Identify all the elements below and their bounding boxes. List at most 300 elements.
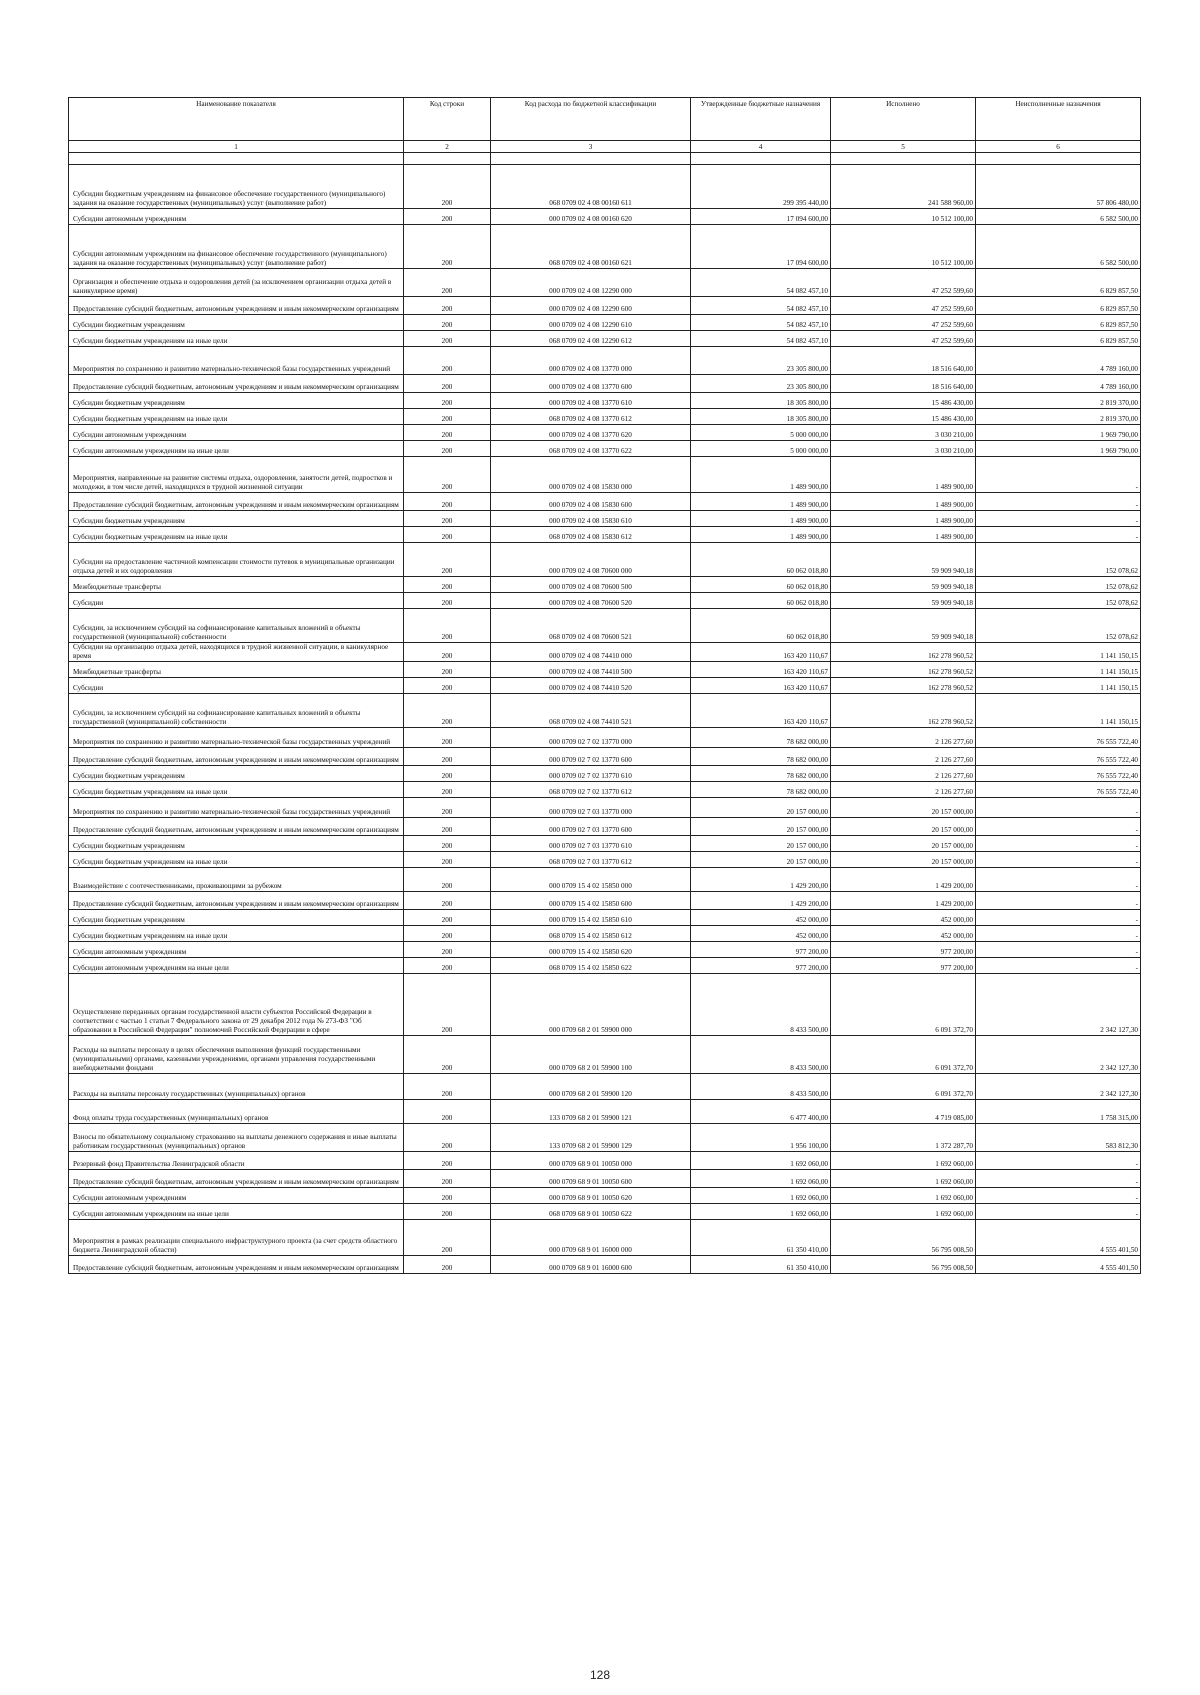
- table-row: [69, 1074, 1141, 1100]
- row-executed-amount: 6 091 372,70: [831, 974, 976, 1036]
- row-line-code: 200: [404, 1204, 491, 1220]
- row-name: Субсидии бюджетным учреждениям: [69, 836, 404, 852]
- table-row: [69, 1170, 1141, 1188]
- row-approved-amount: 452 000,00: [691, 926, 831, 942]
- row-unexecuted-amount: 2 342 127,30: [976, 1074, 1141, 1100]
- row-line-code: 200: [404, 910, 491, 926]
- row-budget-code: 000 0709 02 4 08 15830 610: [491, 511, 691, 527]
- row-name: Предоставление субсидий бюджетным, автономным учреждениям и иным некоммерческим организациям: [69, 892, 404, 910]
- row-budget-code: 000 0709 02 4 08 13770 610: [491, 393, 691, 409]
- row-unexecuted-amount: -: [976, 818, 1141, 836]
- row-line-code: 200: [404, 748, 491, 766]
- row-executed-amount: 2 126 277,60: [831, 782, 976, 798]
- row-line-code: 200: [404, 782, 491, 798]
- row-budget-code: 068 0709 02 4 08 13770 622: [491, 441, 691, 457]
- row-budget-code: 000 0709 02 4 08 13770 620: [491, 425, 691, 441]
- row-executed-amount: 59 909 940,18: [831, 577, 976, 593]
- row-budget-code: 068 0709 15 4 02 15850 612: [491, 926, 691, 942]
- row-approved-amount: 1 956 100,00: [691, 1124, 831, 1152]
- row-unexecuted-amount: 4 555 401,50: [976, 1220, 1141, 1256]
- column-number: 2: [404, 141, 491, 153]
- row-executed-amount: 2 126 277,60: [831, 766, 976, 782]
- row-budget-code: 000 0709 15 4 02 15850 000: [491, 868, 691, 892]
- row-executed-amount: 162 278 960,52: [831, 662, 976, 678]
- row-approved-amount: 8 433 500,00: [691, 974, 831, 1036]
- row-budget-code: 000 0709 02 4 08 13770 600: [491, 375, 691, 393]
- row-unexecuted-amount: -: [976, 892, 1141, 910]
- column-number: 6: [976, 141, 1141, 153]
- row-executed-amount: 18 516 640,00: [831, 347, 976, 375]
- row-budget-code: 000 0709 02 4 08 00160 620: [491, 209, 691, 225]
- row-budget-code: 000 0709 02 4 08 74410 500: [491, 662, 691, 678]
- row-line-code: 200: [404, 643, 491, 662]
- table-row: [69, 165, 1141, 209]
- table-row: [69, 974, 1141, 1036]
- row-executed-amount: 10 512 100,00: [831, 225, 976, 269]
- row-approved-amount: 78 682 000,00: [691, 728, 831, 748]
- row-line-code: 200: [404, 942, 491, 958]
- row-unexecuted-amount: -: [976, 511, 1141, 527]
- table-body: [69, 165, 1141, 1274]
- row-line-code: 200: [404, 1188, 491, 1204]
- row-unexecuted-amount: 6 829 857,50: [976, 297, 1141, 315]
- row-unexecuted-amount: 76 555 722,40: [976, 766, 1141, 782]
- row-name: Субсидии, за исключением субсидий на софинансирование капитальных вложений в объекты государственной (муниципальной) собственности: [69, 609, 404, 643]
- table-row: [69, 393, 1141, 409]
- table-row: [69, 593, 1141, 609]
- row-approved-amount: 78 682 000,00: [691, 766, 831, 782]
- row-executed-amount: 10 512 100,00: [831, 209, 976, 225]
- row-approved-amount: 60 062 018,80: [691, 543, 831, 577]
- row-budget-code: 000 0709 68 9 01 16000 000: [491, 1220, 691, 1256]
- table-row: [69, 1036, 1141, 1074]
- row-executed-amount: 162 278 960,52: [831, 694, 976, 728]
- row-budget-code: 000 0709 02 4 08 15830 600: [491, 493, 691, 511]
- row-line-code: 200: [404, 511, 491, 527]
- row-budget-code: 000 0709 02 7 03 13770 600: [491, 818, 691, 836]
- row-executed-amount: 3 030 210,00: [831, 425, 976, 441]
- row-unexecuted-amount: -: [976, 493, 1141, 511]
- row-name: Мероприятия в рамках реализации специального инфраструктурного проекта (за счет средств областного бюджета Ленинградской области): [69, 1220, 404, 1256]
- row-unexecuted-amount: 6 829 857,50: [976, 315, 1141, 331]
- table-row: [69, 375, 1141, 393]
- row-name: Осуществление переданных органам государственной власти субъектов Российской Федерации в соответствии с частью 1 статьи 7 Федерального закона от 29 декабря 2012 года № 273-ФЗ "Об образовании в Российской Федерации" полномочий Российской Федерации в сфере: [69, 974, 404, 1036]
- row-approved-amount: 163 420 110,67: [691, 694, 831, 728]
- row-unexecuted-amount: 1 141 150,15: [976, 678, 1141, 694]
- row-line-code: 200: [404, 798, 491, 818]
- row-approved-amount: 163 420 110,67: [691, 678, 831, 694]
- table-row: [69, 347, 1141, 375]
- row-name: Субсидии бюджетным учреждениям на иные цели: [69, 527, 404, 543]
- row-line-code: 200: [404, 728, 491, 748]
- row-line-code: 200: [404, 347, 491, 375]
- row-unexecuted-amount: 2 342 127,30: [976, 1036, 1141, 1074]
- row-approved-amount: 54 082 457,10: [691, 315, 831, 331]
- row-approved-amount: 18 305 800,00: [691, 393, 831, 409]
- row-unexecuted-amount: -: [976, 958, 1141, 974]
- row-name: Организация и обеспечение отдыха и оздоровления детей (за исключением организации отдыха детей в каникулярное время): [69, 269, 404, 297]
- row-approved-amount: 17 094 600,00: [691, 209, 831, 225]
- row-name: Предоставление субсидий бюджетным, автономным учреждениям и иным некоммерческим организациям: [69, 748, 404, 766]
- row-unexecuted-amount: 76 555 722,40: [976, 748, 1141, 766]
- row-unexecuted-amount: -: [976, 852, 1141, 868]
- row-executed-amount: 20 157 000,00: [831, 818, 976, 836]
- row-executed-amount: 59 909 940,18: [831, 593, 976, 609]
- row-line-code: 200: [404, 269, 491, 297]
- row-unexecuted-amount: -: [976, 1204, 1141, 1220]
- row-executed-amount: 6 091 372,70: [831, 1036, 976, 1074]
- row-executed-amount: 20 157 000,00: [831, 836, 976, 852]
- row-name: Предоставление субсидий бюджетным, автономным учреждениям и иным некоммерческим организациям: [69, 1256, 404, 1274]
- row-unexecuted-amount: -: [976, 527, 1141, 543]
- row-name: Субсидии: [69, 678, 404, 694]
- row-approved-amount: 60 062 018,80: [691, 593, 831, 609]
- row-name: Резервный фонд Правительства Ленинградской области: [69, 1152, 404, 1170]
- row-unexecuted-amount: 152 078,62: [976, 609, 1141, 643]
- row-approved-amount: 54 082 457,10: [691, 269, 831, 297]
- row-unexecuted-amount: 1 141 150,15: [976, 694, 1141, 728]
- row-line-code: 200: [404, 393, 491, 409]
- row-unexecuted-amount: 4 789 160,00: [976, 375, 1141, 393]
- row-executed-amount: 56 795 008,50: [831, 1256, 976, 1274]
- row-budget-code: 000 0709 02 4 08 12290 600: [491, 297, 691, 315]
- row-line-code: 200: [404, 297, 491, 315]
- table-row: [69, 643, 1141, 662]
- row-line-code: 200: [404, 868, 491, 892]
- table-row: [69, 836, 1141, 852]
- row-approved-amount: 1 692 060,00: [691, 1170, 831, 1188]
- row-unexecuted-amount: 2 342 127,30: [976, 974, 1141, 1036]
- row-executed-amount: 15 486 430,00: [831, 409, 976, 425]
- row-budget-code: 000 0709 15 4 02 15850 600: [491, 892, 691, 910]
- row-name: Предоставление субсидий бюджетным, автономным учреждениям и иным некоммерческим организациям: [69, 493, 404, 511]
- table-row: [69, 331, 1141, 347]
- report-sheet: [68, 97, 1140, 1274]
- row-unexecuted-amount: 1 141 150,15: [976, 662, 1141, 678]
- row-approved-amount: 61 350 410,00: [691, 1220, 831, 1256]
- row-approved-amount: 1 489 900,00: [691, 511, 831, 527]
- column-number: 4: [691, 141, 831, 153]
- row-executed-amount: 20 157 000,00: [831, 852, 976, 868]
- row-unexecuted-amount: -: [976, 868, 1141, 892]
- table-row: [69, 425, 1141, 441]
- row-budget-code: 000 0709 15 4 02 15850 610: [491, 910, 691, 926]
- row-budget-code: 068 0709 02 7 03 13770 612: [491, 852, 691, 868]
- row-line-code: 200: [404, 375, 491, 393]
- table-row: [69, 441, 1141, 457]
- header-cell: Наименование показателя: [69, 98, 404, 141]
- row-unexecuted-amount: -: [976, 942, 1141, 958]
- row-executed-amount: 6 091 372,70: [831, 1074, 976, 1100]
- row-budget-code: 000 0709 68 9 01 10050 600: [491, 1170, 691, 1188]
- column-number: 5: [831, 141, 976, 153]
- table-row: [69, 1124, 1141, 1152]
- row-line-code: 200: [404, 1124, 491, 1152]
- table-row: [69, 225, 1141, 269]
- table-row: [69, 1188, 1141, 1204]
- row-unexecuted-amount: 57 806 480,00: [976, 165, 1141, 209]
- table-row: [69, 892, 1141, 910]
- table-row: [69, 910, 1141, 926]
- row-budget-code: 000 0709 68 9 01 16000 600: [491, 1256, 691, 1274]
- row-unexecuted-amount: 4 789 160,00: [976, 347, 1141, 375]
- row-budget-code: 000 0709 02 4 08 74410 520: [491, 678, 691, 694]
- row-line-code: 200: [404, 694, 491, 728]
- row-approved-amount: 5 000 000,00: [691, 441, 831, 457]
- row-unexecuted-amount: -: [976, 1170, 1141, 1188]
- row-executed-amount: 47 252 599,60: [831, 269, 976, 297]
- header-cell: Неисполненные назначения: [976, 98, 1141, 141]
- row-name: Субсидии автономным учреждениям: [69, 1188, 404, 1204]
- row-unexecuted-amount: 2 819 370,00: [976, 409, 1141, 425]
- row-executed-amount: 4 719 085,00: [831, 1100, 976, 1124]
- row-name: Предоставление субсидий бюджетным, автономным учреждениям и иным некоммерческим организациям: [69, 375, 404, 393]
- row-approved-amount: 78 682 000,00: [691, 782, 831, 798]
- row-executed-amount: 1 692 060,00: [831, 1170, 976, 1188]
- row-name: Взносы по обязательному социальному страхованию на выплаты денежного содержания и иные выплаты работникам государственных (муниципальных) органов: [69, 1124, 404, 1152]
- table-row: [69, 728, 1141, 748]
- row-budget-code: 000 0709 68 2 01 59900 100: [491, 1036, 691, 1074]
- page-number: 128: [589, 1668, 611, 1682]
- row-budget-code: 000 0709 02 4 08 70600 520: [491, 593, 691, 609]
- spacer-row: [69, 153, 1141, 165]
- row-line-code: 200: [404, 1036, 491, 1074]
- row-unexecuted-amount: 6 582 500,00: [976, 209, 1141, 225]
- row-line-code: 200: [404, 543, 491, 577]
- row-approved-amount: 1 489 900,00: [691, 457, 831, 493]
- row-budget-code: 000 0709 02 7 02 13770 000: [491, 728, 691, 748]
- row-executed-amount: 56 795 008,50: [831, 1220, 976, 1256]
- row-budget-code: 068 0709 02 7 02 13770 612: [491, 782, 691, 798]
- row-unexecuted-amount: -: [976, 910, 1141, 926]
- column-number: 1: [69, 141, 404, 153]
- row-budget-code: 133 0709 68 2 01 59900 121: [491, 1100, 691, 1124]
- row-approved-amount: 54 082 457,10: [691, 331, 831, 347]
- row-budget-code: 000 0709 02 7 03 13770 610: [491, 836, 691, 852]
- row-name: Субсидии на организацию отдыха детей, находящихся в трудной жизненной ситуации, в каникулярное время: [69, 643, 404, 662]
- budget-execution-table: [68, 97, 1141, 1274]
- table-row: [69, 868, 1141, 892]
- row-name: Предоставление субсидий бюджетным, автономным учреждениям и иным некоммерческим организациям: [69, 818, 404, 836]
- row-budget-code: 000 0709 68 2 01 59900 000: [491, 974, 691, 1036]
- row-executed-amount: 977 200,00: [831, 958, 976, 974]
- row-line-code: 200: [404, 836, 491, 852]
- table-row: [69, 297, 1141, 315]
- table-row: [69, 926, 1141, 942]
- row-line-code: 200: [404, 457, 491, 493]
- row-executed-amount: 59 909 940,18: [831, 543, 976, 577]
- row-name: Предоставление субсидий бюджетным, автономным учреждениям и иным некоммерческим организациям: [69, 297, 404, 315]
- row-name: Субсидии бюджетным учреждениям: [69, 393, 404, 409]
- row-unexecuted-amount: -: [976, 1152, 1141, 1170]
- row-unexecuted-amount: 1 969 790,00: [976, 425, 1141, 441]
- row-name: Субсидии бюджетным учреждениям на финансовое обеспечение государственного (муниципального) задания на оказание государственных (муниципальных) услуг (выполнение работ): [69, 165, 404, 209]
- row-line-code: 200: [404, 926, 491, 942]
- row-executed-amount: 452 000,00: [831, 926, 976, 942]
- row-line-code: 200: [404, 315, 491, 331]
- row-name: Субсидии бюджетным учреждениям: [69, 766, 404, 782]
- row-name: Расходы на выплаты персоналу государственных (муниципальных) органов: [69, 1074, 404, 1100]
- row-approved-amount: 60 062 018,80: [691, 577, 831, 593]
- row-approved-amount: 8 433 500,00: [691, 1036, 831, 1074]
- row-executed-amount: 20 157 000,00: [831, 798, 976, 818]
- row-approved-amount: 61 350 410,00: [691, 1256, 831, 1274]
- table-row: [69, 766, 1141, 782]
- row-executed-amount: 1 489 900,00: [831, 527, 976, 543]
- row-executed-amount: 1 489 900,00: [831, 493, 976, 511]
- row-approved-amount: 8 433 500,00: [691, 1074, 831, 1100]
- table-row: [69, 543, 1141, 577]
- row-approved-amount: 17 094 600,00: [691, 225, 831, 269]
- table-row: [69, 609, 1141, 643]
- row-line-code: 200: [404, 662, 491, 678]
- row-name: Субсидии бюджетным учреждениям на иные цели: [69, 409, 404, 425]
- row-approved-amount: 1 429 200,00: [691, 892, 831, 910]
- row-executed-amount: 162 278 960,52: [831, 678, 976, 694]
- table-row: [69, 818, 1141, 836]
- row-unexecuted-amount: 583 812,30: [976, 1124, 1141, 1152]
- row-executed-amount: 47 252 599,60: [831, 315, 976, 331]
- row-unexecuted-amount: -: [976, 836, 1141, 852]
- table-row: [69, 457, 1141, 493]
- header-cell: Код строки: [404, 98, 491, 141]
- table-row: [69, 782, 1141, 798]
- table-row: [69, 852, 1141, 868]
- row-line-code: 200: [404, 593, 491, 609]
- row-line-code: 200: [404, 609, 491, 643]
- row-executed-amount: 241 588 960,00: [831, 165, 976, 209]
- row-line-code: 200: [404, 493, 491, 511]
- row-budget-code: 000 0709 02 4 08 13770 000: [491, 347, 691, 375]
- row-unexecuted-amount: 4 555 401,50: [976, 1256, 1141, 1274]
- table-row: [69, 315, 1141, 331]
- row-approved-amount: 20 157 000,00: [691, 798, 831, 818]
- row-executed-amount: 2 126 277,60: [831, 728, 976, 748]
- table-row: [69, 798, 1141, 818]
- row-line-code: 200: [404, 441, 491, 457]
- row-budget-code: 000 0709 02 7 02 13770 610: [491, 766, 691, 782]
- row-name: Субсидии: [69, 593, 404, 609]
- row-unexecuted-amount: 1 758 315,00: [976, 1100, 1141, 1124]
- table-row: [69, 748, 1141, 766]
- row-budget-code: 000 0709 02 4 08 70600 500: [491, 577, 691, 593]
- row-approved-amount: 452 000,00: [691, 910, 831, 926]
- row-executed-amount: 1 489 900,00: [831, 511, 976, 527]
- row-budget-code: 000 0709 02 4 08 12290 000: [491, 269, 691, 297]
- row-approved-amount: 1 692 060,00: [691, 1152, 831, 1170]
- row-approved-amount: 1 692 060,00: [691, 1188, 831, 1204]
- row-budget-code: 068 0709 02 4 08 70600 521: [491, 609, 691, 643]
- row-line-code: 200: [404, 974, 491, 1036]
- row-unexecuted-amount: 6 829 857,50: [976, 269, 1141, 297]
- table-row: [69, 511, 1141, 527]
- row-budget-code: 000 0709 15 4 02 15850 620: [491, 942, 691, 958]
- row-executed-amount: 1 372 287,70: [831, 1124, 976, 1152]
- table-row: [69, 694, 1141, 728]
- header-row: [69, 98, 1141, 141]
- row-name: Субсидии автономным учреждениям на иные цели: [69, 441, 404, 457]
- table-row: [69, 493, 1141, 511]
- row-executed-amount: 162 278 960,52: [831, 643, 976, 662]
- row-line-code: 200: [404, 678, 491, 694]
- table-row: [69, 1152, 1141, 1170]
- table-row: [69, 1256, 1141, 1274]
- row-budget-code: 068 0709 02 4 08 13770 612: [491, 409, 691, 425]
- row-unexecuted-amount: 152 078,62: [976, 577, 1141, 593]
- row-line-code: 200: [404, 1100, 491, 1124]
- row-executed-amount: 18 516 640,00: [831, 375, 976, 393]
- row-approved-amount: 20 157 000,00: [691, 836, 831, 852]
- row-name: Субсидии бюджетным учреждениям: [69, 910, 404, 926]
- row-budget-code: 000 0709 02 7 03 13770 000: [491, 798, 691, 818]
- row-unexecuted-amount: -: [976, 1188, 1141, 1204]
- row-budget-code: 000 0709 68 9 01 10050 620: [491, 1188, 691, 1204]
- row-name: Субсидии бюджетным учреждениям на иные цели: [69, 782, 404, 798]
- row-name: Мероприятия по сохранению и развитию материально-технической базы государственных учреждений: [69, 798, 404, 818]
- row-name: Субсидии автономным учреждениям: [69, 209, 404, 225]
- row-approved-amount: 1 489 900,00: [691, 493, 831, 511]
- row-line-code: 200: [404, 331, 491, 347]
- table-row: [69, 1220, 1141, 1256]
- row-line-code: 200: [404, 958, 491, 974]
- row-name: Мероприятия по сохранению и развитию материально-технической базы государственных учреждений: [69, 728, 404, 748]
- row-name: Субсидии автономным учреждениям на иные цели: [69, 958, 404, 974]
- table-row: [69, 1100, 1141, 1124]
- row-budget-code: 068 0709 68 9 01 10050 622: [491, 1204, 691, 1220]
- row-budget-code: 000 0709 02 4 08 15830 000: [491, 457, 691, 493]
- row-name: Предоставление субсидий бюджетным, автономным учреждениям и иным некоммерческим организациям: [69, 1170, 404, 1188]
- row-line-code: 200: [404, 1170, 491, 1188]
- row-executed-amount: 1 692 060,00: [831, 1204, 976, 1220]
- row-line-code: 200: [404, 409, 491, 425]
- row-executed-amount: 47 252 599,60: [831, 297, 976, 315]
- row-executed-amount: 977 200,00: [831, 942, 976, 958]
- row-unexecuted-amount: 1 141 150,15: [976, 643, 1141, 662]
- row-name: Субсидии автономным учреждениям: [69, 942, 404, 958]
- row-unexecuted-amount: 152 078,62: [976, 543, 1141, 577]
- row-budget-code: 000 0709 02 4 08 74410 000: [491, 643, 691, 662]
- row-line-code: 200: [404, 577, 491, 593]
- row-approved-amount: 163 420 110,67: [691, 662, 831, 678]
- row-executed-amount: 2 126 277,60: [831, 748, 976, 766]
- column-number: 3: [491, 141, 691, 153]
- row-budget-code: 068 0709 15 4 02 15850 622: [491, 958, 691, 974]
- row-name: Межбюджетные трансферты: [69, 577, 404, 593]
- row-executed-amount: 3 030 210,00: [831, 441, 976, 457]
- row-approved-amount: 23 305 800,00: [691, 347, 831, 375]
- row-line-code: 200: [404, 425, 491, 441]
- row-approved-amount: 1 429 200,00: [691, 868, 831, 892]
- row-name: Субсидии, за исключением субсидий на софинансирование капитальных вложений в объекты государственной (муниципальной) собственности: [69, 694, 404, 728]
- row-budget-code: 000 0709 68 2 01 59900 120: [491, 1074, 691, 1100]
- row-approved-amount: 977 200,00: [691, 958, 831, 974]
- row-budget-code: 068 0709 02 4 08 12290 612: [491, 331, 691, 347]
- row-executed-amount: 15 486 430,00: [831, 393, 976, 409]
- row-unexecuted-amount: 76 555 722,40: [976, 728, 1141, 748]
- row-line-code: 200: [404, 1152, 491, 1170]
- row-line-code: 200: [404, 165, 491, 209]
- row-approved-amount: 6 477 400,00: [691, 1100, 831, 1124]
- table-row: [69, 958, 1141, 974]
- row-line-code: 200: [404, 818, 491, 836]
- row-line-code: 200: [404, 225, 491, 269]
- row-name: Субсидии бюджетным учреждениям: [69, 315, 404, 331]
- row-approved-amount: 20 157 000,00: [691, 852, 831, 868]
- row-budget-code: 000 0709 02 7 02 13770 600: [491, 748, 691, 766]
- row-unexecuted-amount: 6 582 500,00: [976, 225, 1141, 269]
- row-unexecuted-amount: 2 819 370,00: [976, 393, 1141, 409]
- row-budget-code: 000 0709 68 9 01 10050 000: [491, 1152, 691, 1170]
